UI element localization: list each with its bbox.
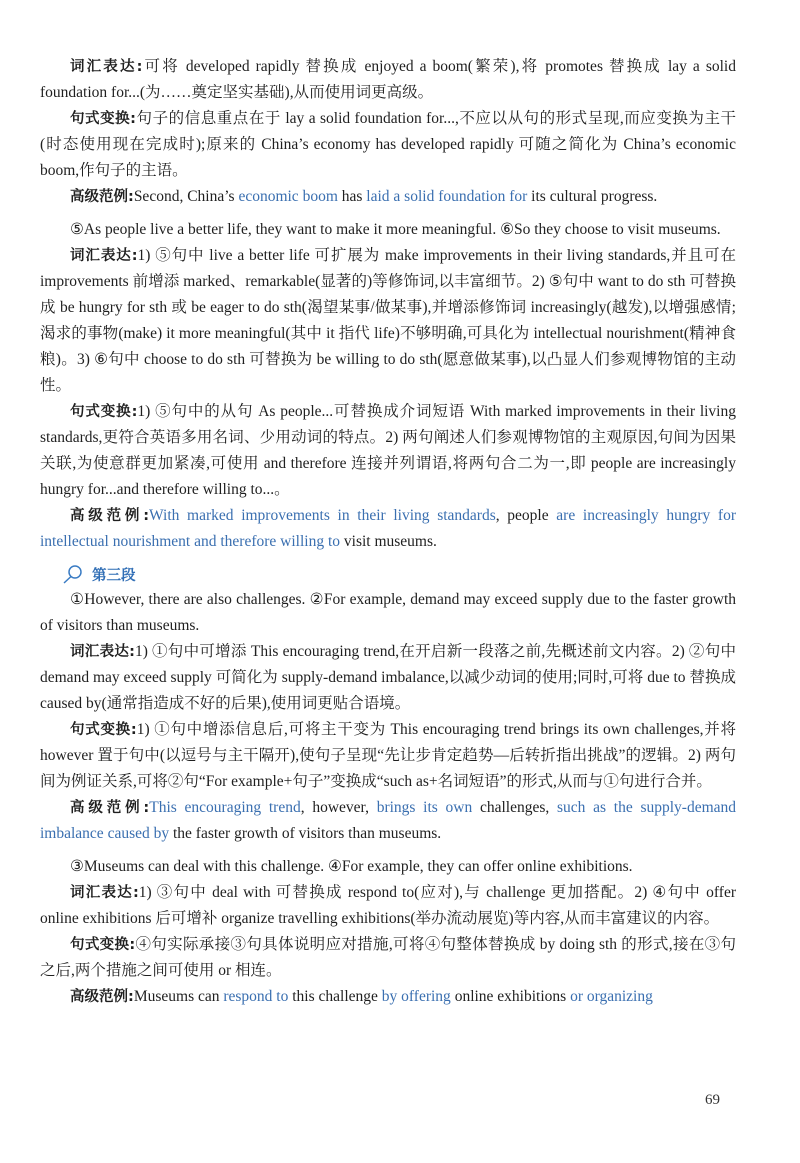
page-number: 69 — [705, 1092, 720, 1108]
section-heading — [62, 561, 736, 587]
annotation-paragraph — [40, 54, 736, 106]
text-run: 1) ③句中 deal with 可替换成 respond to(应对),与 challenge 更加搭配。2) ④句中 offer online exhibitions 后可增补 organize travelling exhibitions(举办流动展览)等内容,从而丰富建议的内容。 — [40, 884, 736, 927]
highlighted-phrase: With marked improvements in their living standards — [149, 507, 496, 524]
paragraph-label: 词汇表达: — [70, 644, 135, 660]
text-run: ⑤As people live a better life, they want to make it more meaningful. ⑥So they choose to visit museums. — [70, 221, 721, 238]
annotation-paragraph — [40, 639, 736, 717]
text-run: visit museums. — [340, 533, 437, 550]
text-run: this challenge — [288, 988, 382, 1005]
text-run: has — [337, 188, 367, 205]
annotation-paragraph — [40, 106, 736, 184]
section-heading-text: 第三段 — [92, 567, 136, 584]
annotation-paragraph — [40, 717, 736, 795]
text-run: 可将 developed rapidly 替换成 enjoyed a boom(繁荣),将 promotes 替换成 lay a solid foundation for...(为……奠定坚实基础),从而使用词更高级。 — [40, 58, 736, 101]
text-run: 句子的信息重点在于 lay a solid foundation for...,不应以从句的形式呈现,而应变换为主干(时态使用现在完成时);原来的 China’s economy has developed rapidly 可随之简化为 China’s economic boom,作句子的主语。 — [40, 110, 736, 179]
annotation-paragraph — [40, 184, 736, 210]
paragraph-label: 高级范例: — [70, 800, 150, 816]
document-body — [40, 54, 736, 1010]
text-run: 1) ⑤句中的从句 As people...可替换成介词短语 With marked improvements in their living standards,更符合英语多用名词、少用动词的特点。2) 两句阐述人们参观博物馆的主观原因,句间为因果关联,为使意群更加紧凑,可使用 and therefore 连接并列谓语,将两句合二为一,即 people are increasingly hungry for...and therefore willing to...。 — [40, 403, 736, 498]
text-run: 1) ①句中可增添 This encouraging trend,在开启新一段落之前,先概述前文内容。2) ②句中 demand may exceed supply 可简化为 supply-demand imbalance,以减少动词的使用;同时,可将 due to 替换成 caused by(通常指造成不好的后果),使用词更贴合语境。 — [40, 643, 736, 712]
magnifier-icon — [62, 564, 84, 584]
annotation-paragraph — [40, 503, 736, 555]
paragraph-label: 句式变换: — [70, 722, 137, 738]
highlighted-phrase: by offering — [381, 988, 451, 1005]
source-sentence — [40, 587, 736, 639]
text-run: challenges, — [472, 799, 557, 816]
source-sentence — [40, 854, 736, 880]
highlighted-phrase: such as the supply-demand imbalance caused by — [40, 799, 737, 842]
annotation-paragraph — [40, 243, 736, 399]
highlighted-phrase: economic boom — [238, 188, 338, 205]
text-run: the faster growth of visitors than museums. — [169, 825, 442, 842]
highlighted-phrase: This encouraging trend — [149, 799, 301, 816]
source-sentence — [40, 217, 736, 243]
highlighted-phrase: respond to — [223, 988, 289, 1005]
paragraph-label: 高级范例: — [70, 989, 134, 1005]
text-run: Second, China’s — [133, 188, 239, 205]
annotation-paragraph — [40, 932, 736, 984]
paragraph-label: 词汇表达: — [70, 248, 138, 264]
text-run: online exhibitions — [450, 988, 571, 1005]
annotation-paragraph — [40, 399, 736, 503]
paragraph-label: 高级范例: — [70, 189, 134, 205]
paragraph-label: 高级范例: — [70, 508, 149, 524]
highlighted-phrase: brings its own — [376, 799, 473, 816]
annotation-paragraph — [40, 795, 736, 847]
paragraph-label: 词汇表达: — [70, 885, 139, 901]
text-run: , however, — [300, 799, 377, 816]
annotation-paragraph — [40, 880, 736, 932]
paragraph-label: 句式变换: — [70, 937, 136, 953]
text-run: ①However, there are also challenges. ②For example, demand may exceed supply due to the faster growth of visitors than museums. — [40, 591, 736, 634]
text-run: 1) ①句中增添信息后,可将主干变为 This encouraging trend brings its own challenges,并将 however 置于句中(以逗号与主干隔开),使句子呈现“先让步肯定趋势—后转折指出挑战”的逻辑。2) 两句间为例证关系,可将②句“For example+句子”变换成“such as+名词短语”的形式,从而与①句进行合并。 — [40, 721, 736, 790]
paragraph-label: 词汇表达: — [70, 59, 143, 75]
highlighted-phrase: laid a solid foundation for — [366, 188, 528, 205]
paragraph-label: 句式变换: — [70, 111, 136, 127]
annotation-paragraph — [40, 984, 736, 1010]
highlighted-phrase: are increasingly hungry for intellectual nourishment and therefore willing to — [40, 507, 736, 550]
paragraph-label: 句式变换: — [70, 404, 138, 420]
text-run: ④句实际承接③句具体说明应对措施,可将④句整体替换成 by doing sth 的形式,接在③句之后,两个措施之间可使用 or 相连。 — [40, 936, 736, 979]
text-run: 1) ⑤句中 live a better life 可扩展为 make improvements in their living standards,并且可在 improvements 前增添 marked、remarkable(显著的)等修饰词,以丰富细节。2) ⑤句中 want to do sth 可替换成 be hungry for sth 或 be eager to do sth(渴望某事/做某事),并增添修饰词 increasingly(越发),以增强感情;渴求的事物(make) it more meaningful(其中 it 指代 life)不够明确,可具化为 intellectual nourishment(精神食粮)。3) ⑥句中 choose to do sth 可替换为 be willing to do sth(愿意做某事),以凸显人们参观博物馆的主动性。 — [40, 247, 736, 394]
text-run: , people — [495, 507, 557, 524]
text-run: its cultural progress. — [527, 188, 658, 205]
text-run: ③Museums can deal with this challenge. ④For example, they can offer online exhibitions. — [70, 858, 633, 875]
text-run: Museums can — [133, 988, 224, 1005]
highlighted-phrase: or organizing — [570, 988, 653, 1005]
